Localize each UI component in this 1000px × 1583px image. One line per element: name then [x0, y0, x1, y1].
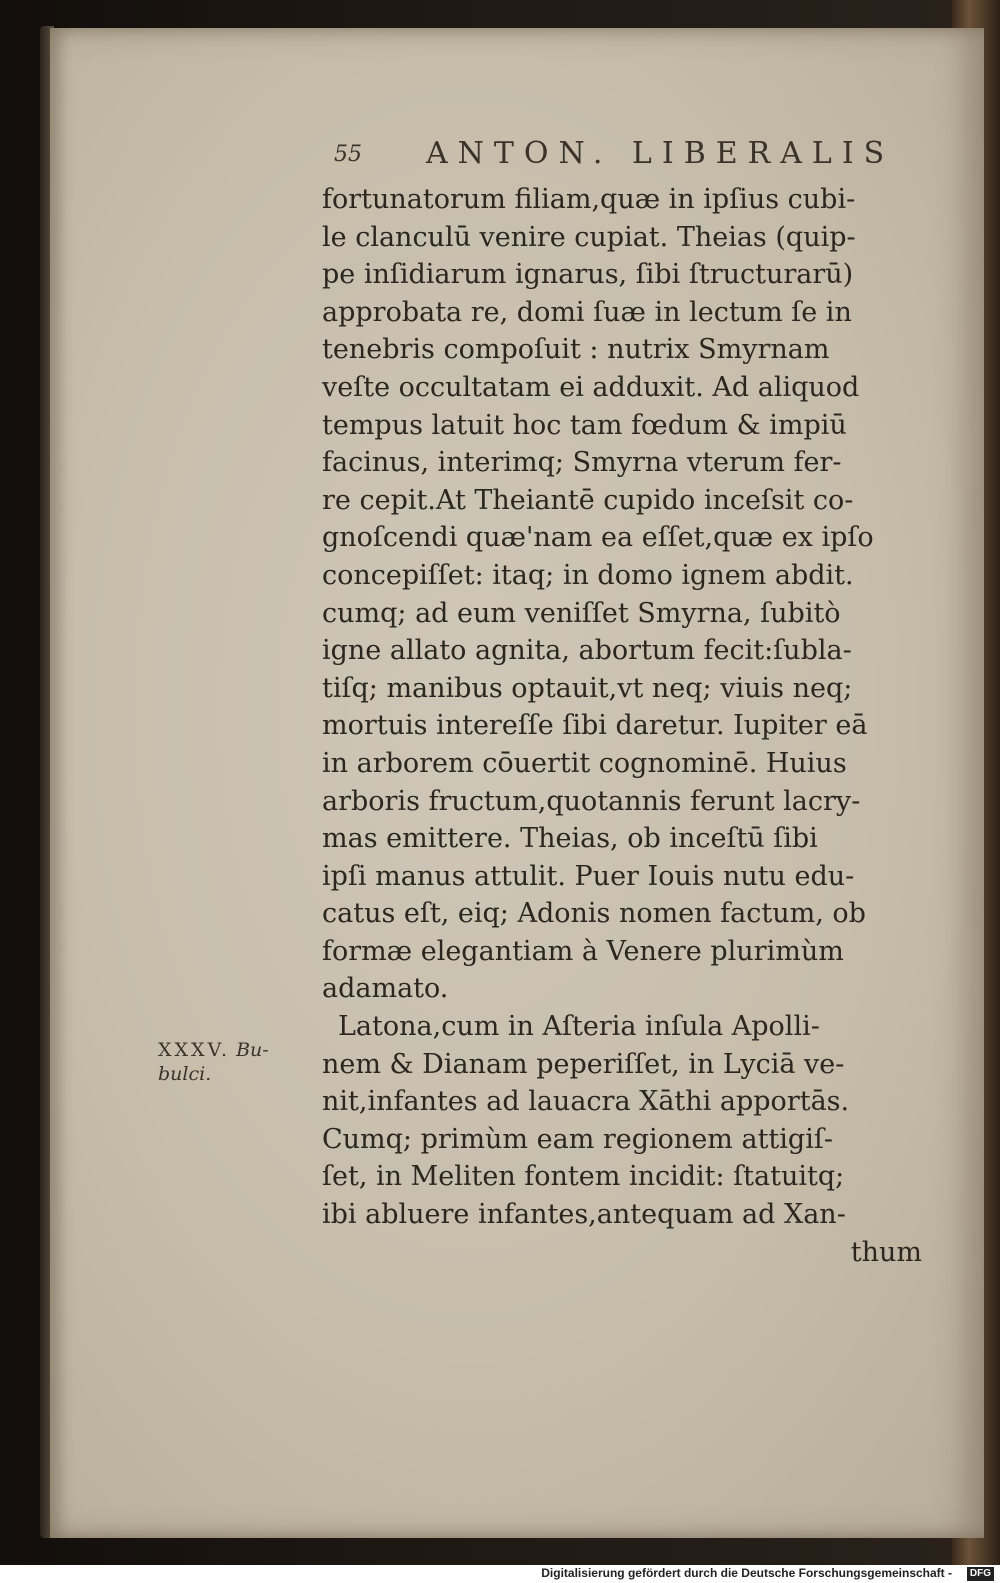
text-line: nit,infantes ad lauacra Xāthi apportās. [322, 1086, 850, 1118]
text-line: mas emittere. Theias, ob inceſtū ſibi [322, 823, 818, 855]
running-head-title: ANTON. LIBERALIS [426, 136, 895, 171]
text-line: ibi abluere infantes,antequam ad Xan- [322, 1199, 846, 1231]
text-line: veſte occultatam ei adduxit. Ad aliquod [322, 371, 860, 403]
text-line: Latona,cum in Aſteria inſula Apolli- [338, 1011, 820, 1043]
text-line: tempus latuit hoc tam fœdum & impiū [322, 409, 847, 441]
text-line: ipſi manus attulit. Puer Iouis nutu edu- [322, 860, 855, 892]
text-line: mortuis intereſſe ſibi daretur. Iupiter eā [322, 710, 868, 742]
text-line: in arborem cōuertit cognominē. Huius [322, 747, 847, 779]
text-line: formæ elegantiam à Venere plurimùm [322, 935, 844, 967]
text-line: tiſq; manibus optauit,vt neq; viuis neq; [322, 672, 853, 704]
body-text [322, 181, 922, 1271]
text-line: concepiſſet: itaq; in domo ignem abdit. [322, 559, 854, 591]
marginal-note-title-part1: Bu- [236, 1039, 269, 1061]
text-line: le clanculū venire cupiat. Theias (quip- [322, 221, 856, 253]
text-line: igne allato agnita, abortum fecit:ſubla- [322, 635, 852, 667]
dfg-logo: DFG [967, 1567, 994, 1581]
marginal-note-title-part2: bulci. [158, 1063, 212, 1085]
text-line: pe inſidiarum ignarus, ſibi ſtructurarū) [322, 259, 854, 291]
text-line: facinus, interimq; Smyrna vterum fer- [322, 447, 842, 479]
text-line: nem & Dianam peperiſſet, in Lyciā ve- [322, 1048, 845, 1080]
text-line: cumq; ad eum veniſſet Smyrna, ſubitò [322, 597, 841, 629]
catchword: thum [850, 1236, 922, 1268]
text-line: adamato. [322, 973, 449, 1005]
page-content [50, 28, 984, 1538]
marginal-note-number: XXXV. [158, 1039, 231, 1061]
text-line: ſet, in Meliten fontem incidit: ſtatuitq; [322, 1161, 845, 1193]
text-line: tenebris compoſuit : nutrix Smyrnam [322, 334, 830, 366]
text-line: arboris fructum,quotannis ferunt lacry- [322, 785, 861, 817]
text-line: catus eſt, eiq; Adonis nomen factum, ob [322, 898, 866, 930]
marginal-note-line-1 [158, 1038, 318, 1062]
text-line: approbata re, domi ſuæ in lectum ſe in [322, 296, 852, 328]
running-head [334, 136, 895, 176]
book-page [50, 28, 984, 1538]
text-line: Cumq; primùm eam regionem attigiſ- [322, 1123, 833, 1155]
marginal-note [158, 1038, 318, 1086]
text-line: fortunatorum filiam,quæ in ipſius cubi- [322, 184, 856, 215]
text-line: gnoſcendi quæ'nam ea eſſet,quæ ex ipſo [322, 522, 874, 554]
footer-credit: Digitalisierung gefördert durch die Deutsche Forschungsgemeinschaft - [541, 1566, 952, 1580]
digitization-footer [0, 1565, 1000, 1583]
page-number: 55 [334, 142, 362, 167]
text-line: re cepit.At Theiantē cupido inceſsit co- [322, 484, 854, 516]
